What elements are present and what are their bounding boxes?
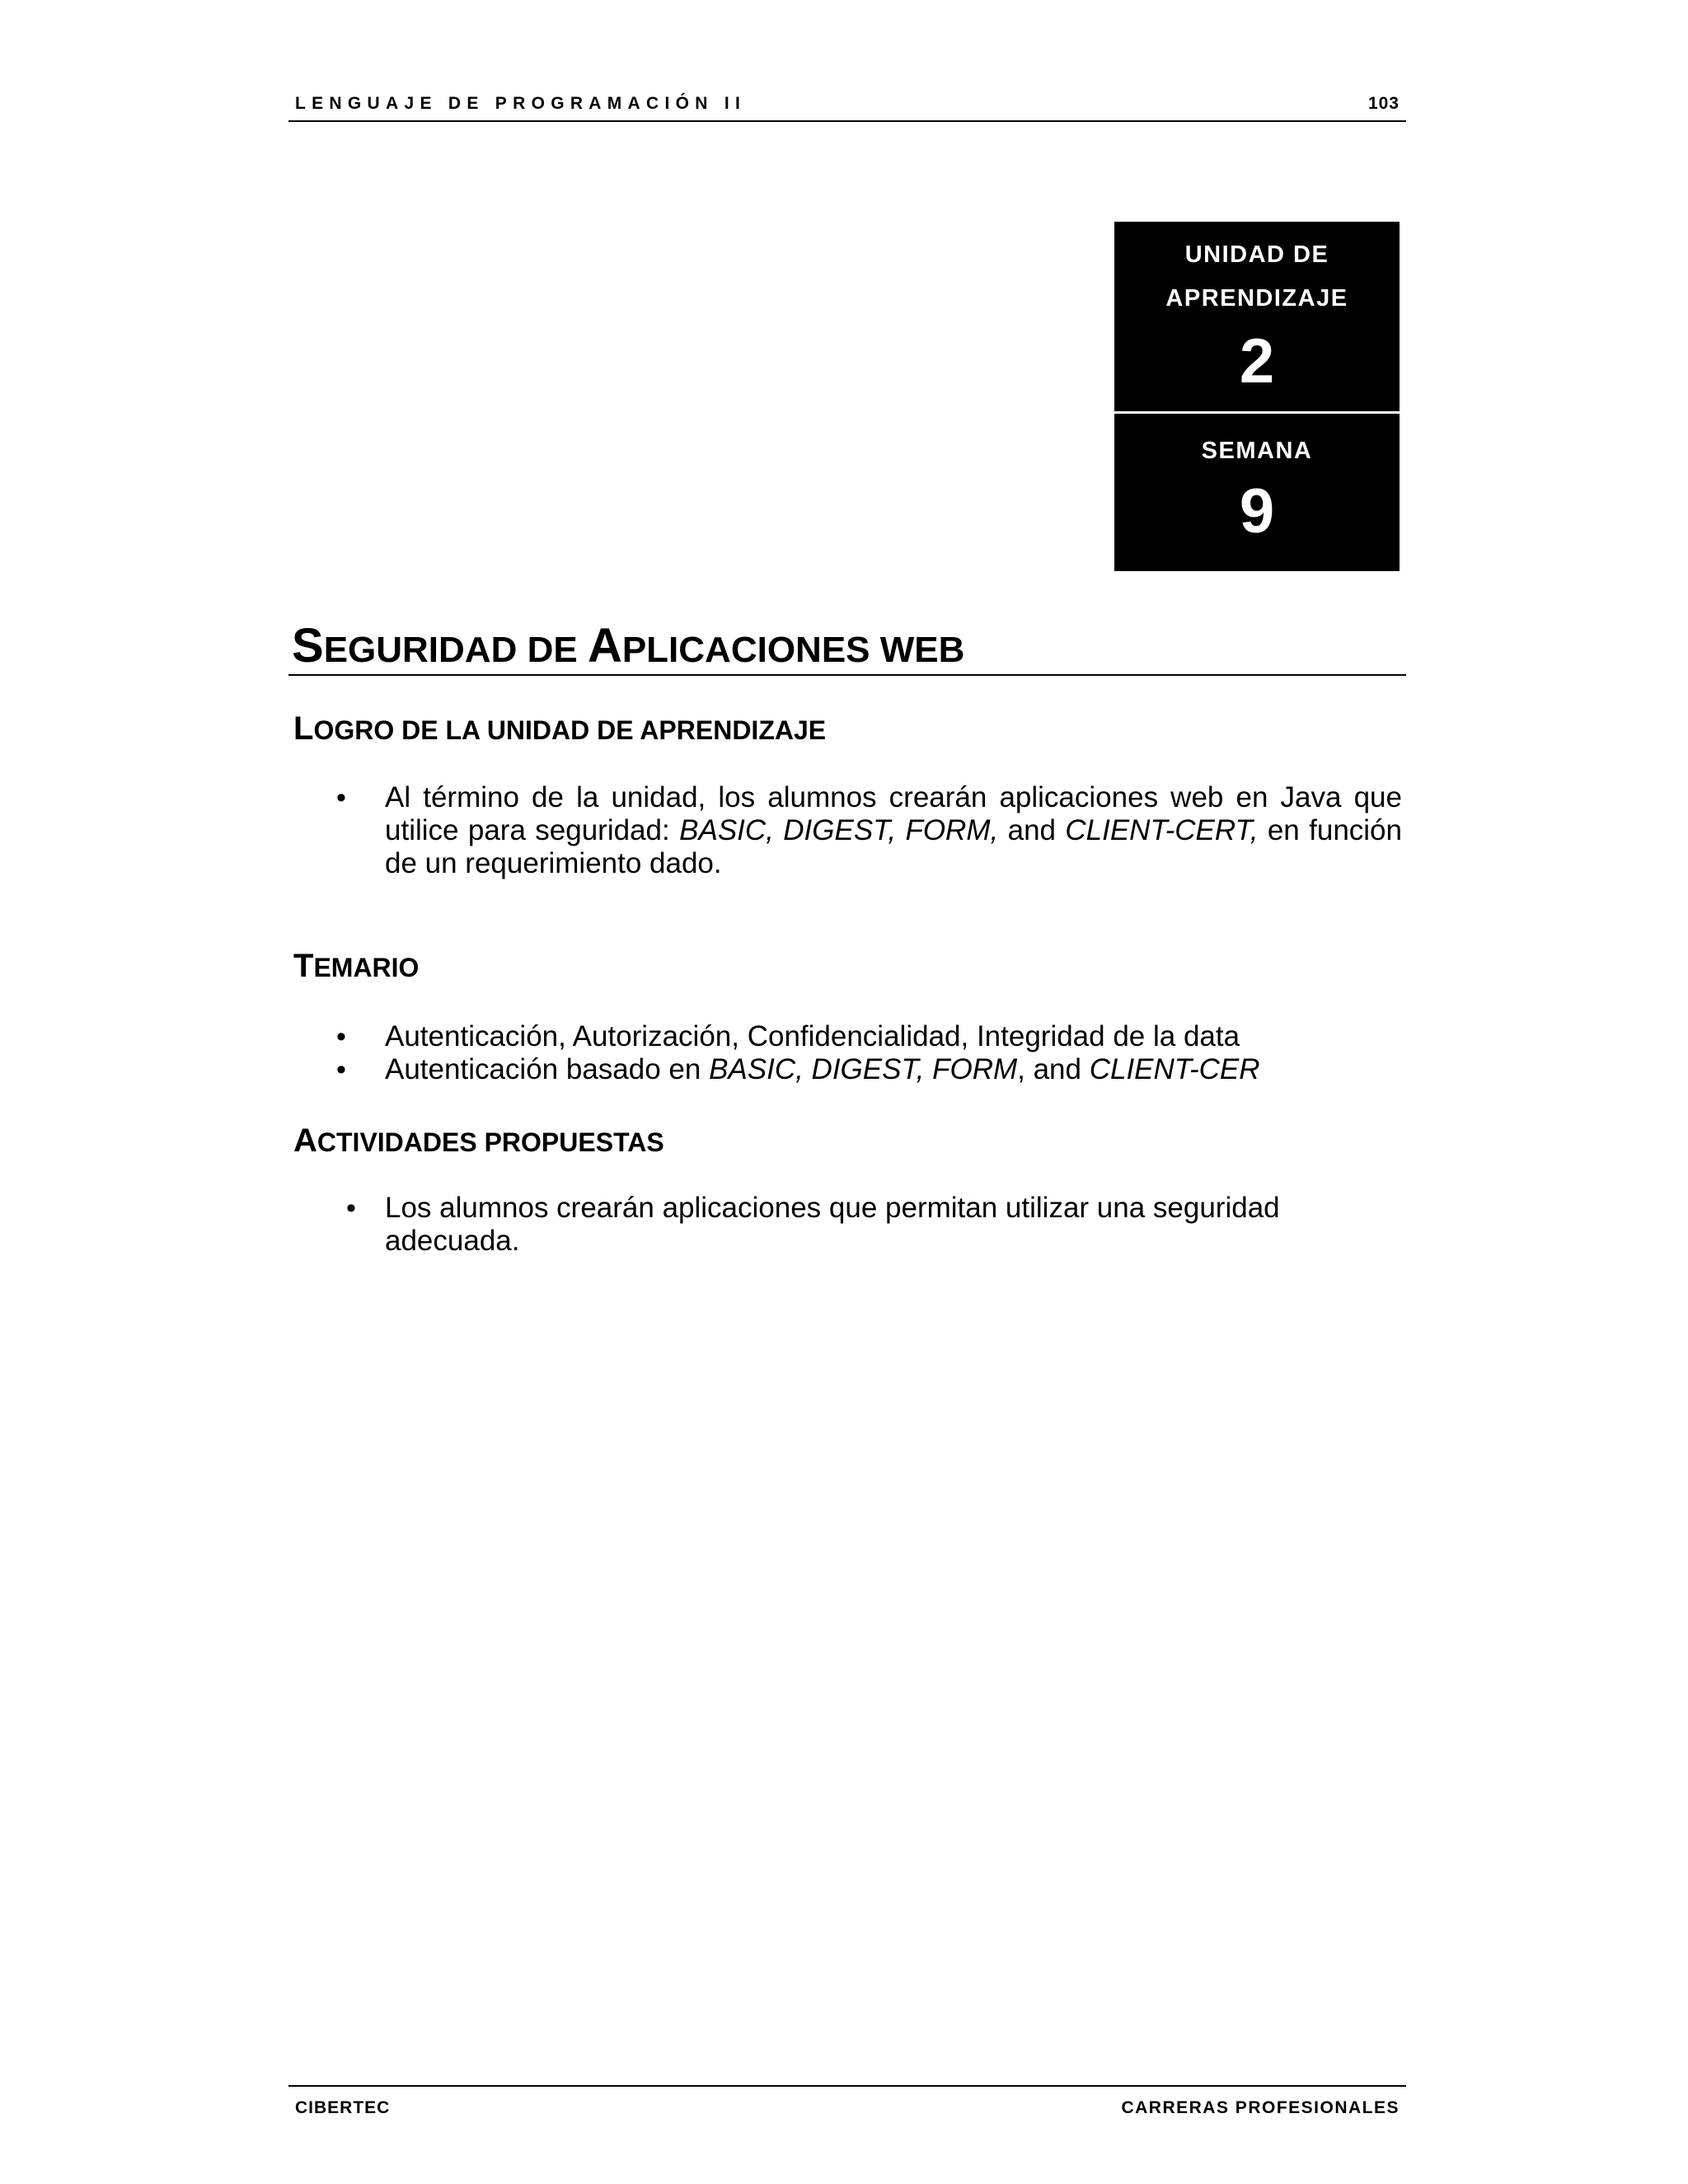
logro-bullet-text: Al término de la unidad, los alumnos crearán aplicaciones web en Java que utilice para seguridad: BASIC, DIGEST, FORM, and CLIENT-CERT, en función de un requerimiento dado. [385,781,1402,879]
week-label: SEMANA [1201,438,1313,464]
chapter-title [288,613,1406,676]
footer-program: CARRERAS PROFESIONALES [1121,2098,1400,2117]
footer-institution: CIBERTEC [295,2098,391,2117]
week-number: 9 [1239,476,1275,546]
bullet-dot: • [336,1054,346,1085]
bullet-dot: • [336,782,346,813]
actividades-bullet: Los alumnos crearán aplicaciones que permitan utilizar una seguridad adecuada. [385,1192,1280,1257]
bullet-dot: • [346,1193,356,1224]
section-heading-temario: TEMARIO [293,948,420,984]
chapter-title-text: SEGURIDAD DE APLICACIONES WEB [292,619,965,673]
course-title: LENGUAJE DE PROGRAMACIÓN II [295,94,747,113]
unit-label-line1: UNIDAD DE [1184,241,1329,268]
bullet-dot: • [336,1021,346,1052]
section-heading-actividades: ACTIVIDADES PROPUESTAS [293,1122,664,1159]
page-footer [288,2085,1406,2120]
section-heading-logro: LOGRO DE LA UNIDAD DE APRENDIZAJE [293,710,827,747]
unit-block [1114,222,1400,414]
unit-label-line2: APRENDIZAJE [1165,285,1348,312]
page-number: 103 [1367,94,1400,113]
temario-bullet-2: Autenticación basado en BASIC, DIGEST, FORM, and CLIENT-CER [385,1053,1260,1085]
temario-bullet-1: Autenticación, Autorización, Confidencialidad, Integridad de la data [385,1020,1240,1052]
unit-week-box [1114,222,1400,571]
page-header [288,92,1406,122]
unit-number: 2 [1239,326,1275,396]
